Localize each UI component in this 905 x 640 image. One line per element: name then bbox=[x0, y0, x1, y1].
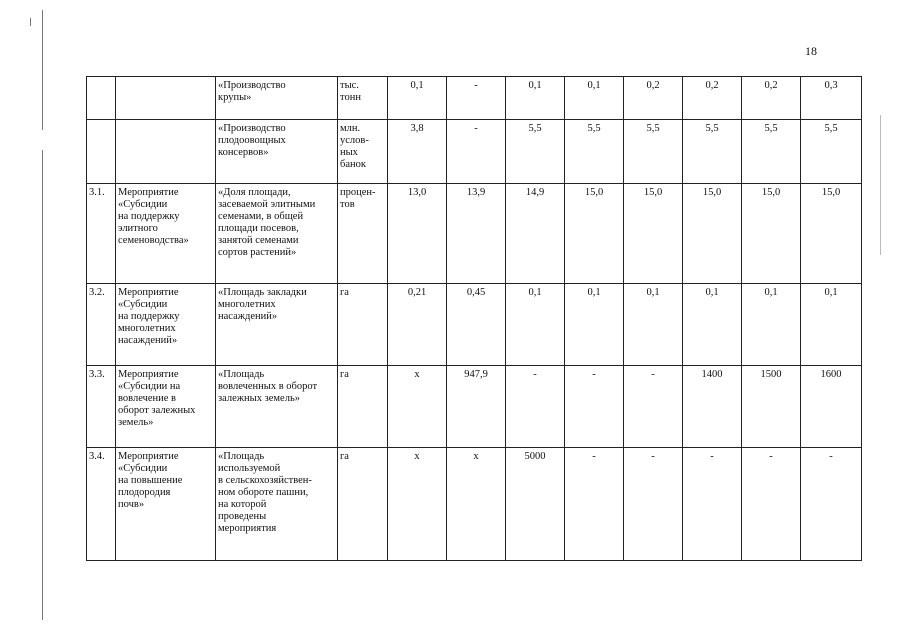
value-cell bbox=[565, 366, 624, 448]
scan-margin-line bbox=[880, 115, 881, 255]
unit-cell bbox=[338, 366, 388, 448]
value: - bbox=[474, 80, 478, 91]
indicator-name-cell bbox=[216, 77, 338, 120]
value: - bbox=[710, 451, 714, 462]
value-cell bbox=[624, 366, 683, 448]
value-cell bbox=[388, 77, 447, 120]
event-name: Мероприятие «Субсидии на вовлечение в оборот залежных земель» bbox=[118, 369, 196, 428]
unit-cell bbox=[338, 120, 388, 184]
event-name-cell bbox=[116, 77, 216, 120]
indicators-table bbox=[86, 76, 862, 561]
value-cell bbox=[506, 77, 565, 120]
value-cell bbox=[388, 120, 447, 184]
value-cell bbox=[801, 448, 862, 561]
value: - bbox=[592, 369, 596, 380]
event-name-cell bbox=[116, 366, 216, 448]
value: - bbox=[533, 369, 537, 380]
value: 0,1 bbox=[410, 80, 424, 91]
indicator-name-cell bbox=[216, 284, 338, 366]
unit: га bbox=[340, 369, 349, 380]
indicator-name: «Производство плодоовощных консервов» bbox=[218, 123, 286, 158]
event-name: Мероприятие «Субсидии на поддержку многолетних насаждений» bbox=[118, 287, 180, 346]
value: 0,3 bbox=[824, 80, 838, 91]
value-cell bbox=[683, 77, 742, 120]
value: 0,1 bbox=[528, 80, 542, 91]
value-cell bbox=[742, 120, 801, 184]
value: 15,0 bbox=[761, 187, 781, 198]
table-row bbox=[87, 120, 862, 184]
value: 5,5 bbox=[764, 123, 778, 134]
value: 5,5 bbox=[824, 123, 838, 134]
value-cell bbox=[447, 184, 506, 284]
value: х bbox=[414, 451, 420, 462]
value-cell bbox=[506, 120, 565, 184]
value-cell bbox=[565, 77, 624, 120]
value: 947,9 bbox=[464, 369, 488, 380]
value: 0,2 bbox=[646, 80, 660, 91]
value: 0,1 bbox=[764, 287, 778, 298]
value-cell bbox=[742, 184, 801, 284]
value-cell bbox=[683, 448, 742, 561]
unit-cell bbox=[338, 77, 388, 120]
value: 5,5 bbox=[528, 123, 542, 134]
value: 0,2 bbox=[705, 80, 719, 91]
value-cell bbox=[388, 448, 447, 561]
unit: га bbox=[340, 287, 349, 298]
scan-margin-line bbox=[42, 150, 43, 620]
value: 15,0 bbox=[821, 187, 841, 198]
value: 13,0 bbox=[407, 187, 427, 198]
table-row bbox=[87, 77, 862, 120]
value: 5,5 bbox=[646, 123, 660, 134]
value: 0,45 bbox=[466, 287, 486, 298]
value-cell bbox=[624, 448, 683, 561]
indicator-name: «Производство крупы» bbox=[218, 80, 286, 103]
value: 13,9 bbox=[466, 187, 486, 198]
value-cell bbox=[388, 184, 447, 284]
value-cell bbox=[506, 284, 565, 366]
unit-cell bbox=[338, 448, 388, 561]
row-number-cell bbox=[87, 284, 116, 366]
indicator-name: «Площадь закладки многолетних насаждений» bbox=[218, 287, 307, 322]
value: 0,1 bbox=[587, 287, 601, 298]
value: - bbox=[651, 369, 655, 380]
row-number: 3.4. bbox=[89, 451, 105, 462]
value-cell bbox=[565, 120, 624, 184]
table-row bbox=[87, 184, 862, 284]
value-cell bbox=[388, 284, 447, 366]
value: - bbox=[474, 123, 478, 134]
value: 0,21 bbox=[407, 287, 427, 298]
event-name-cell bbox=[116, 284, 216, 366]
value: 14,9 bbox=[525, 187, 545, 198]
table-row bbox=[87, 284, 862, 366]
value-cell bbox=[506, 448, 565, 561]
indicator-name-cell bbox=[216, 448, 338, 561]
value-cell bbox=[447, 284, 506, 366]
value: - bbox=[592, 451, 596, 462]
value: 15,0 bbox=[702, 187, 722, 198]
value-cell bbox=[624, 120, 683, 184]
unit-cell bbox=[338, 284, 388, 366]
value-cell bbox=[742, 366, 801, 448]
page-number: 18 bbox=[805, 44, 817, 58]
event-name-cell bbox=[116, 448, 216, 561]
value-cell bbox=[506, 366, 565, 448]
value: 1500 bbox=[760, 369, 782, 380]
value-cell bbox=[683, 366, 742, 448]
value-cell bbox=[565, 184, 624, 284]
indicator-name: «Доля площади, засеваемой элитными семенами, в общей площади посевов, занятой семенами сортов растений» bbox=[218, 187, 316, 258]
value-cell bbox=[624, 77, 683, 120]
row-number-cell bbox=[87, 366, 116, 448]
value: - bbox=[651, 451, 655, 462]
value-cell bbox=[801, 77, 862, 120]
value: 15,0 bbox=[584, 187, 604, 198]
event-name: Мероприятие «Субсидии на поддержку элитного семеноводства» bbox=[118, 187, 189, 246]
value: 5,5 bbox=[705, 123, 719, 134]
row-number: 3.2. bbox=[89, 287, 105, 298]
value-cell bbox=[506, 184, 565, 284]
row-number-cell bbox=[87, 184, 116, 284]
value: 1400 bbox=[701, 369, 723, 380]
value-cell bbox=[683, 120, 742, 184]
value-cell bbox=[447, 120, 506, 184]
indicator-name-cell bbox=[216, 120, 338, 184]
value: х bbox=[414, 369, 420, 380]
value: 0,1 bbox=[705, 287, 719, 298]
value-cell bbox=[624, 284, 683, 366]
row-number-cell bbox=[87, 77, 116, 120]
value-cell bbox=[565, 448, 624, 561]
value-cell bbox=[801, 284, 862, 366]
unit-cell bbox=[338, 184, 388, 284]
value-cell bbox=[565, 284, 624, 366]
value-cell bbox=[801, 184, 862, 284]
table-row bbox=[87, 366, 862, 448]
value-cell bbox=[683, 184, 742, 284]
event-name: Мероприятие «Субсидии на повышение плодородия почв» bbox=[118, 451, 183, 510]
event-name-cell bbox=[116, 120, 216, 184]
value-cell bbox=[447, 366, 506, 448]
row-number: 3.1. bbox=[89, 187, 105, 198]
indicator-name: «Площадь используемой в сельскохозяйствен- ном обороте пашни, на которой проведены мероприятия bbox=[218, 451, 312, 534]
value-cell bbox=[742, 448, 801, 561]
indicator-name-cell bbox=[216, 184, 338, 284]
value-cell bbox=[742, 284, 801, 366]
unit: млн. услов- ных банок bbox=[340, 123, 369, 170]
value: 0,1 bbox=[646, 287, 660, 298]
row-number-cell bbox=[87, 448, 116, 561]
value: 1600 bbox=[820, 369, 842, 380]
value: 3,8 bbox=[410, 123, 424, 134]
value-cell bbox=[624, 184, 683, 284]
value-cell bbox=[447, 77, 506, 120]
value: 15,0 bbox=[643, 187, 663, 198]
value: - bbox=[769, 451, 773, 462]
value-cell bbox=[801, 120, 862, 184]
value-cell bbox=[447, 448, 506, 561]
row-number: 3.3. bbox=[89, 369, 105, 380]
indicator-name-cell bbox=[216, 366, 338, 448]
value-cell bbox=[742, 77, 801, 120]
value: 0,1 bbox=[824, 287, 838, 298]
value-cell bbox=[388, 366, 447, 448]
value-cell bbox=[801, 366, 862, 448]
unit: га bbox=[340, 451, 349, 462]
value: 5000 bbox=[524, 451, 546, 462]
value: х bbox=[473, 451, 479, 462]
unit: тыс. тонн bbox=[340, 80, 361, 103]
value: 0,2 bbox=[764, 80, 778, 91]
value: 0,1 bbox=[528, 287, 542, 298]
scan-margin-line bbox=[30, 18, 31, 26]
indicator-name: «Площадь вовлеченных в оборот залежных земель» bbox=[218, 369, 318, 404]
row-number-cell bbox=[87, 120, 116, 184]
value: - bbox=[829, 451, 833, 462]
value: 0,1 bbox=[587, 80, 601, 91]
unit: процен- тов bbox=[340, 187, 376, 210]
scan-margin-line bbox=[42, 10, 43, 130]
table-row bbox=[87, 448, 862, 561]
value: 5,5 bbox=[587, 123, 601, 134]
event-name-cell bbox=[116, 184, 216, 284]
value-cell bbox=[683, 284, 742, 366]
